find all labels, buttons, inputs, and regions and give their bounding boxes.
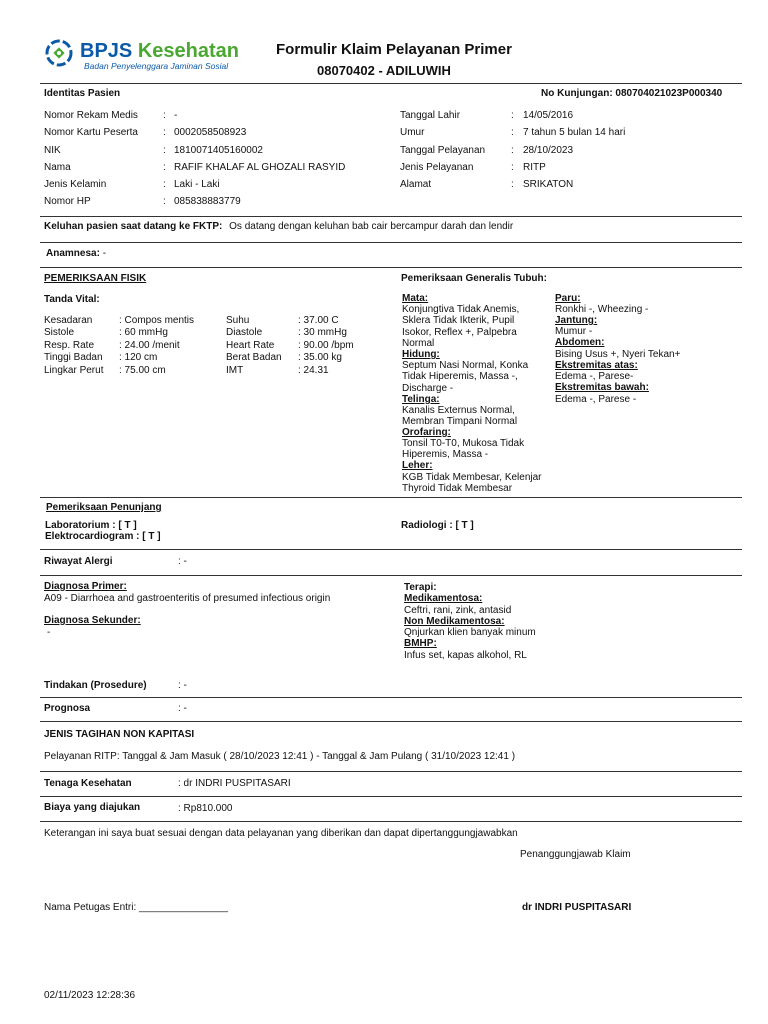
identitas-value-hp: 085838883779 <box>174 196 241 207</box>
prognosa-value: : - <box>178 703 187 714</box>
identitas-colon: : <box>511 162 514 173</box>
logo-tagline: Badan Penyelenggara Jaminan Sosial <box>84 61 229 71</box>
vital-label: Diastole <box>226 327 263 338</box>
keterangan: Keterangan ini saya buat sesuai dengan data pelayanan yang diberikan dan dapat dipertanggungjawabkan <box>44 828 518 839</box>
tenaga-value: : dr INDRI PUSPITASARI <box>178 778 291 789</box>
ekstremitas-bawah-label: Ekstremitas bawah: <box>555 382 649 393</box>
dokter-name: dr INDRI PUSPITASARI <box>522 902 632 913</box>
identitas-label-rekam-medis: Nomor Rekam Medis <box>44 110 138 121</box>
penunjang-title: Pemeriksaan Penunjang <box>46 502 162 513</box>
jantung-label: Jantung: <box>555 315 598 326</box>
identitas-label-jenis-pelayanan: Jenis Pelayanan <box>400 162 474 173</box>
petugas-entri: Nama Petugas Entri: ________________ <box>44 902 229 913</box>
identitas-label-lahir: Tanggal Lahir <box>400 110 461 121</box>
alergi-value: : - <box>178 556 187 567</box>
biaya-value: : Rp810.000 <box>178 803 233 814</box>
vital-value: : 37.00 C <box>298 315 339 326</box>
laboratorium: Laboratorium : [ T ] <box>45 520 137 531</box>
anamnesa-label: Anamnesa: <box>46 248 100 259</box>
logo-name: BPJS Kesehatan <box>80 40 239 62</box>
keluhan-value: Os datang dengan keluhan bab cair bercampur darah dan lendir <box>229 221 514 232</box>
print-timestamp: 02/11/2023 12:28:36 <box>44 990 136 1001</box>
identitas-value-jenis-pelayanan: RITP <box>523 162 546 173</box>
identitas-colon: : <box>163 179 166 190</box>
tagihan-title: JENIS TAGIHAN NON KAPITASI <box>44 729 195 740</box>
diagnosa-sekunder-value: - <box>47 627 51 638</box>
page-title: Formulir Klaim Pelayanan Primer <box>276 41 512 58</box>
diagnosa-sekunder-label: Diagnosa Sekunder: <box>44 615 141 626</box>
generalis-label: Pemeriksaan Generalis Tubuh: <box>401 273 547 284</box>
penanggungjawab: Penanggungjawab Klaim <box>520 849 631 860</box>
ekstremitas-bawah-value: Edema -, Parese - <box>555 394 637 405</box>
vital-label: Sistole <box>44 327 75 338</box>
hidung-label: Hidung: <box>402 349 440 360</box>
tagihan-detail: Pelayanan RITP: Tanggal & Jam Masuk ( 28/10/2023 12:41 ) - Tanggal & Jam Pulang ( 31/10/2023 12:41 ) <box>44 751 516 762</box>
tenaga-label: Tenaga Kesehatan <box>44 778 132 789</box>
identitas-label-nama: Nama <box>44 162 71 173</box>
radiologi: Radiologi : [ T ] <box>401 520 474 531</box>
vital-label: Heart Rate <box>226 340 275 351</box>
ekstremitas-atas-label: Ekstremitas atas: <box>555 360 638 371</box>
keluhan-label: Keluhan pasien saat datang ke FKTP: <box>44 221 223 232</box>
biaya-label: Biaya yang diajukan <box>44 802 141 813</box>
bpjs-logo-icon <box>44 38 74 68</box>
medikamentosa-label: Medikamentosa: <box>404 593 483 604</box>
terapi-label: Terapi: <box>404 582 437 593</box>
vital-label: Tinggi Badan <box>44 352 103 363</box>
vital-label: Lingkar Perut <box>44 365 104 376</box>
bmhp-label: BMHP: <box>404 638 437 649</box>
identitas-label-kartu: Nomor Kartu Peserta <box>44 127 138 138</box>
tanda-vital-label: Tanda Vital: <box>44 294 100 305</box>
telinga-value: Kanalis Externus Normal, Membran Timpani Normal <box>402 405 518 428</box>
diagnosa-primer-label: Diagnosa Primer: <box>44 581 127 592</box>
elektrocardiogram: Elektrocardiogram : [ T ] <box>45 531 161 542</box>
paru-value: Ronkhi -, Wheezing - <box>555 304 649 315</box>
no-kunjungan: No Kunjungan: 080704021023P000340 <box>541 88 723 99</box>
bmhp-value: Infus set, kapas alkohol, RL <box>404 650 527 661</box>
vital-value: : 120 cm <box>119 352 158 363</box>
abdomen-value: Bising Usus +, Nyeri Tekan+ <box>555 349 681 360</box>
alergi-label: Riwayat Alergi <box>44 556 113 567</box>
vital-label: Resp. Rate <box>44 340 95 351</box>
page-subtitle: 08070402 - ADILUWIH <box>317 63 451 78</box>
vital-label: IMT <box>226 365 244 376</box>
identitas-colon: : <box>163 196 166 207</box>
identitas-value-lahir: 14/05/2016 <box>523 110 574 121</box>
vital-value: : 35.00 kg <box>298 352 342 363</box>
vital-value: : Compos mentis <box>119 315 195 326</box>
leher-value: KGB Tidak Membesar, Kelenjar Thyroid Tidak Membesar <box>402 472 542 495</box>
identitas-colon: : <box>511 110 514 121</box>
identitas-colon: : <box>163 162 166 173</box>
hidung-value: Septum Nasi Normal, Konka Tidak Hiperemis, Massa -, Discharge - <box>402 360 529 394</box>
paru-label: Paru: <box>555 293 581 304</box>
fisik-title: PEMERIKSAAN FISIK <box>44 273 147 284</box>
identitas-colon: : <box>163 127 166 138</box>
identitas-label-hp: Nomor HP <box>44 196 91 207</box>
non-medikamentosa-label: Non Medikamentosa: <box>404 616 505 627</box>
tindakan-label: Tindakan (Prosedure) <box>44 680 147 691</box>
identitas-value-kelamin: Laki - Laki <box>174 179 220 190</box>
identitas-label-nik: NIK <box>44 145 61 156</box>
leher-label: Leher: <box>402 460 433 471</box>
identitas-value-alamat: SRIKATON <box>523 179 574 190</box>
identitas-label-alamat: Alamat <box>400 179 432 190</box>
identitas-colon: : <box>163 110 166 121</box>
mata-label: Mata: <box>402 293 429 304</box>
anamnesa-row <box>46 248 106 259</box>
vital-value: : 90.00 /bpm <box>298 340 354 351</box>
identitas-label-kelamin: Jenis Kelamin <box>44 179 107 190</box>
tindakan-value: : - <box>178 680 187 691</box>
identitas-value-nama: RAFIF KHALAF AL GHOZALI RASYID <box>174 162 346 173</box>
identitas-value-umur: 7 tahun 5 bulan 14 hari <box>523 127 626 138</box>
identitas-label: Identitas Pasien <box>44 88 121 99</box>
identitas-colon: : <box>511 179 514 190</box>
vital-value: : 24.31 <box>298 365 329 376</box>
vital-value: : 60 mmHg <box>119 327 168 338</box>
telinga-label: Telinga: <box>402 394 440 405</box>
identitas-colon: : <box>511 145 514 156</box>
medikamentosa-value: Ceftri, rani, zink, antasid <box>404 605 512 616</box>
vital-label: Suhu <box>226 315 250 326</box>
non-medikamentosa-value: Qnjurkan klien banyak minum <box>404 627 536 638</box>
jantung-value: Mumur - <box>555 326 593 337</box>
identitas-label-umur: Umur <box>400 127 425 138</box>
diagnosa-primer-value: A09 - Diarrhoea and gastroenteritis of presumed infectious origin <box>44 593 331 604</box>
mata-value: Konjungtiva Tidak Anemis, Sklera Tidak Ikterik, Pupil Isokor, Reflex +, Palpebra Normal <box>402 304 520 349</box>
identitas-colon: : <box>511 127 514 138</box>
vital-value: : 24.00 /menit <box>119 340 180 351</box>
vital-value: : 75.00 cm <box>119 365 166 376</box>
identitas-value-kartu: 0002058508923 <box>174 127 247 138</box>
vital-label: Berat Badan <box>226 352 282 363</box>
identitas-value-rekam-medis: - <box>174 110 178 121</box>
ekstremitas-atas-value: Edema -, Parese- <box>555 371 634 382</box>
keluhan-row <box>44 221 513 232</box>
prognosa-label: Prognosa <box>44 703 91 714</box>
identitas-colon: : <box>163 145 166 156</box>
identitas-value-tgl-pelayanan: 28/10/2023 <box>523 145 574 156</box>
identitas-value-nik: 1810071405160002 <box>174 145 263 156</box>
orofaring-value: Tonsil T0-T0, Mukosa Tidak Hiperemis, Massa - <box>402 438 525 461</box>
vital-value: : 30 mmHg <box>298 327 347 338</box>
orofaring-label: Orofaring: <box>402 427 451 438</box>
identitas-label-tgl-pelayanan: Tanggal Pelayanan <box>400 145 486 156</box>
anamnesa-value: - <box>102 248 107 259</box>
vital-label: Kesadaran <box>44 315 93 326</box>
abdomen-label: Abdomen: <box>555 337 605 348</box>
